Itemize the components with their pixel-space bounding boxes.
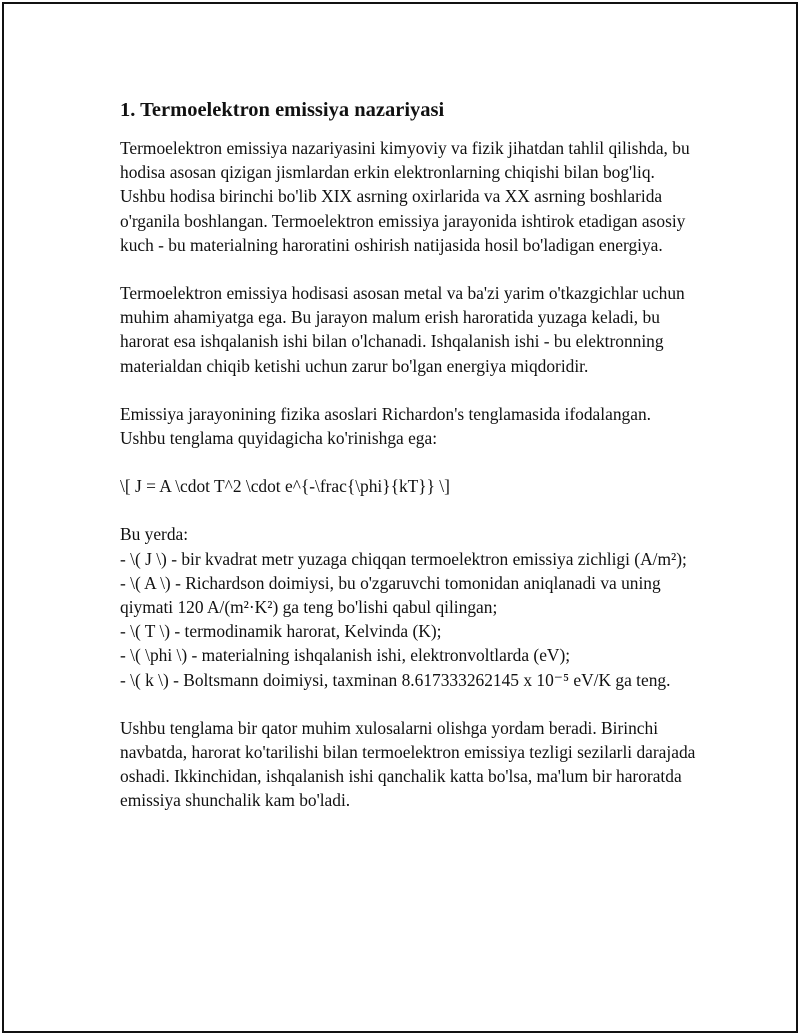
definitions-intro: Bu yerda: bbox=[120, 524, 189, 545]
richardson-formula: \[ J = A \cdot T^2 \cdot e^{-\frac{\phi}{kT}} \] bbox=[120, 476, 450, 497]
paragraph-richardson: Emissiya jarayonining fizika asoslari Richardon's tenglamasida ifodalangan. Ushbu tenglama quyidagicha ko'rinishga ega: bbox=[120, 403, 651, 449]
definition-j: - \( J \) - bir kvadrat metr yuzaga chiqqan termoelektron emissiya zichligi (A/m²); bbox=[120, 548, 687, 569]
paragraph-intro: Termoelektron emissiya nazariyasini kimyoviy va fizik jihatdan tahlil qilishda, bu hodisa asosan qizigan jismlardan erkin elektronlarning chiqishi bilan bog'liq. Ushbu hodisa birinchi bo'lib XIX asrning oxirlarida va XX asrning boshlarida o'rganila boshlangan. Termoelektron emissiya jarayonida ishtirok etadigan asosiy kuch - bu materialning haroratini oshirish natijasida hosil bo'ladigan energiya. bbox=[120, 138, 690, 255]
paragraph-work-function: Termoelektron emissiya hodisasi asosan metal va ba'zi yarim o'tkazgichlar uchun muhim ahamiyatga ega. Bu jarayon malum erish haroratida yuzaga keladi, bu harorat esa ishqalanish ishi bilan o'lchanadi. Ishqalanish ishi - bu elektronning materialdan chiqib ketishi uchun zarur bo'lgan energiya miqdoridir. bbox=[120, 283, 685, 376]
paragraph-conclusion: Ushbu tenglama bir qator muhim xulosalarni olishga yordam beradi. Birinchi navbatda, harorat ko'tarilishi bilan termoelektron emissiya tezligi sezilarli darajada oshadi. Ikkinchidan, ishqalanish ishi qanchalik katta bo'lsa, ma'lum bir haroratda emissiya shunchalik kam bo'ladi. bbox=[120, 717, 696, 811]
document-body bbox=[120, 96, 700, 837]
page-frame bbox=[2, 2, 798, 1033]
section-heading: 1. Termoelektron emissiya nazariyasi bbox=[120, 99, 445, 121]
definition-k: - \( k \) - Boltsmann doimiysi, taxminan 8.617333262145 x 10⁻⁵ eV/K ga teng. bbox=[120, 669, 671, 690]
definition-a: - \( A \) - Richardson doimiysi, bu o'zgaruvchi tomonidan aniqlanadi va uning qiymati 120 A/(m²·K²) ga teng bo'lishi qabul qilingan; bbox=[120, 572, 661, 618]
definitions-list bbox=[120, 522, 700, 691]
definition-t: - \( T \) - termodinamik harorat, Kelvinda (K); bbox=[120, 621, 442, 642]
definition-phi: - \( \phi \) - materialning ishqalanish ishi, elektronvoltlarda (eV); bbox=[120, 645, 571, 666]
